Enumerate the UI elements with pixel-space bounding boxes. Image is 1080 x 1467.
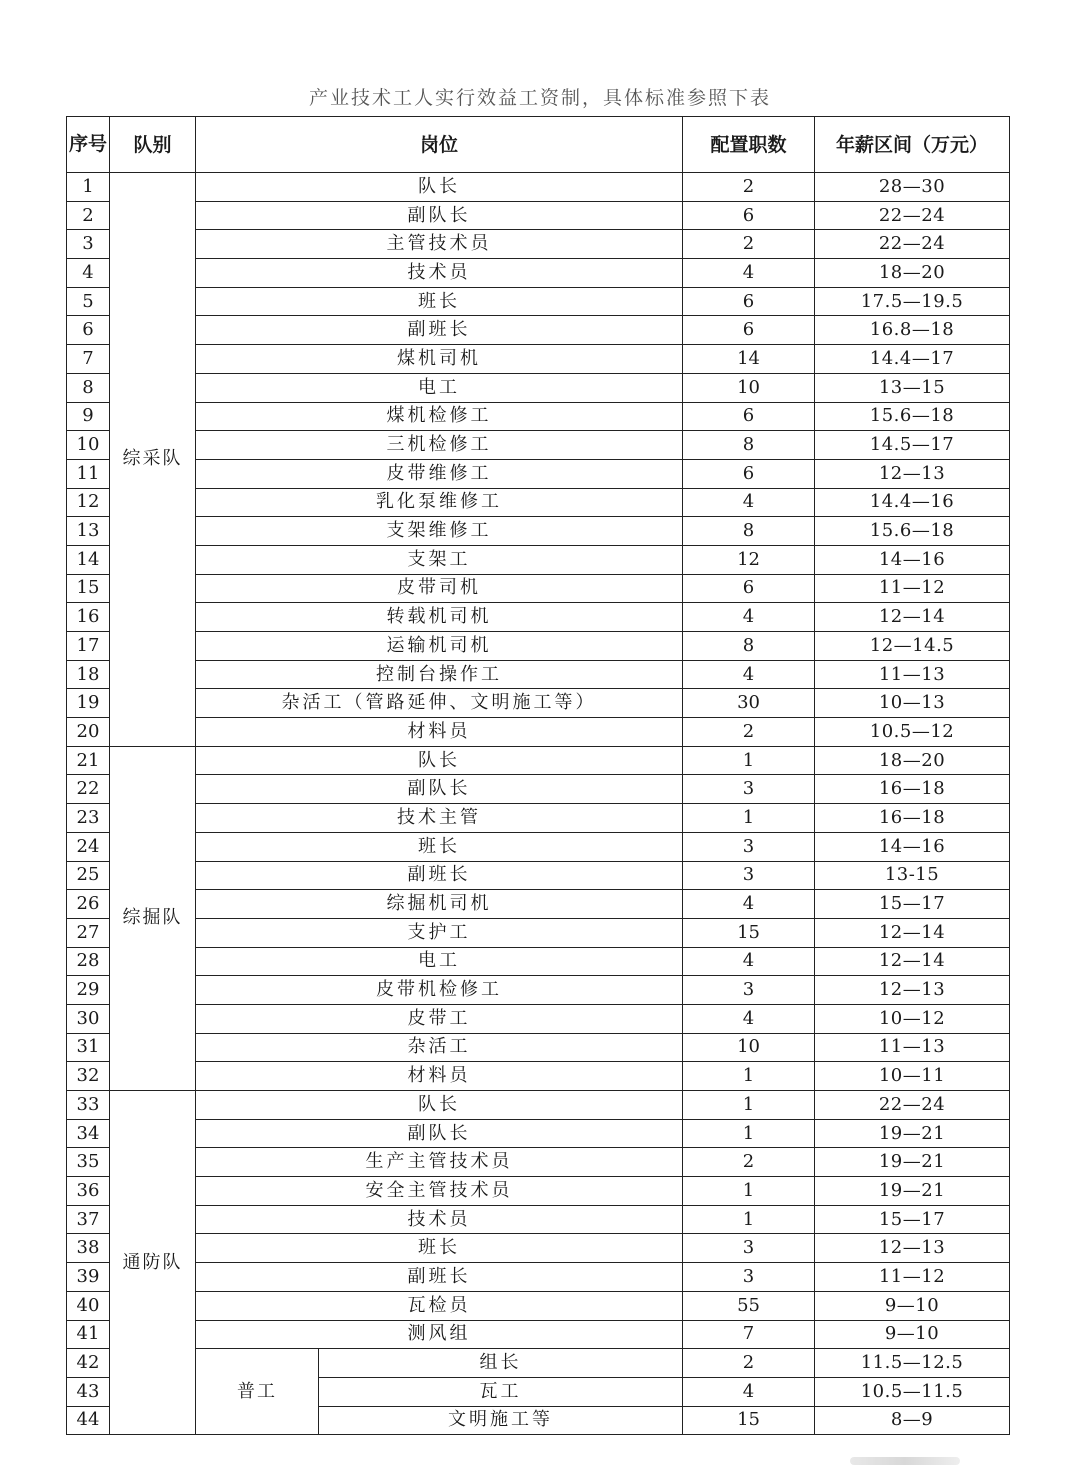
row-count: 6	[683, 402, 815, 431]
row-seq: 8	[67, 373, 110, 402]
row-position: 队长	[196, 746, 683, 775]
row-salary: 12—14	[815, 947, 1010, 976]
row-position: 皮带司机	[196, 574, 683, 603]
row-position: 煤机司机	[196, 345, 683, 374]
row-seq: 43	[67, 1377, 110, 1406]
row-seq: 26	[67, 890, 110, 919]
row-count: 4	[683, 1377, 815, 1406]
row-count: 2	[683, 1148, 815, 1177]
row-seq: 29	[67, 976, 110, 1005]
row-position: 支架工	[196, 545, 683, 574]
row-position: 安全主管技术员	[196, 1177, 683, 1206]
row-position: 副队长	[196, 775, 683, 804]
row-position: 瓦检员	[196, 1291, 683, 1320]
row-salary: 10.5—11.5	[815, 1377, 1010, 1406]
row-position: 副班长	[196, 316, 683, 345]
row-seq: 39	[67, 1263, 110, 1292]
row-salary: 13—15	[815, 373, 1010, 402]
row-position: 电工	[196, 373, 683, 402]
row-salary: 11—13	[815, 1033, 1010, 1062]
row-salary: 12—14	[815, 603, 1010, 632]
team-name: 综掘队	[110, 746, 196, 1090]
row-count: 1	[683, 1177, 815, 1206]
row-count: 8	[683, 632, 815, 661]
row-seq: 3	[67, 230, 110, 259]
row-seq: 16	[67, 603, 110, 632]
row-seq: 42	[67, 1349, 110, 1378]
row-position: 控制台操作工	[196, 660, 683, 689]
table-row	[67, 345, 1010, 374]
row-seq: 18	[67, 660, 110, 689]
row-position: 班长	[196, 1234, 683, 1263]
row-seq: 36	[67, 1177, 110, 1206]
row-salary: 22—24	[815, 201, 1010, 230]
table-row	[67, 373, 1010, 402]
table-header-row	[67, 117, 1010, 173]
row-position: 副队长	[196, 1119, 683, 1148]
row-salary: 11—12	[815, 574, 1010, 603]
table-row	[67, 488, 1010, 517]
table-row	[67, 574, 1010, 603]
row-count: 4	[683, 488, 815, 517]
row-position: 队长	[196, 1091, 683, 1120]
row-salary: 10—12	[815, 1004, 1010, 1033]
table-row	[67, 1177, 1010, 1206]
table-row	[67, 804, 1010, 833]
row-count: 8	[683, 431, 815, 460]
row-seq: 24	[67, 832, 110, 861]
row-count: 4	[683, 947, 815, 976]
row-seq: 20	[67, 718, 110, 747]
row-count: 15	[683, 1406, 815, 1435]
table-row	[67, 918, 1010, 947]
row-count: 3	[683, 1234, 815, 1263]
row-seq: 22	[67, 775, 110, 804]
row-salary: 15—17	[815, 890, 1010, 919]
row-seq: 4	[67, 259, 110, 288]
row-position: 皮带机检修工	[196, 976, 683, 1005]
row-salary: 14.4—16	[815, 488, 1010, 517]
row-position: 技术员	[196, 259, 683, 288]
table-caption: 产业技术工人实行效益工资制，具体标准参照下表	[308, 87, 771, 109]
row-seq: 25	[67, 861, 110, 890]
row-count: 6	[683, 574, 815, 603]
row-salary: 22—24	[815, 1091, 1010, 1120]
header-seq: 序号	[67, 117, 110, 173]
row-seq: 13	[67, 517, 110, 546]
row-seq: 19	[67, 689, 110, 718]
table-row	[67, 173, 1010, 202]
row-position: 皮带工	[196, 1004, 683, 1033]
row-salary: 14.5—17	[815, 431, 1010, 460]
row-seq: 30	[67, 1004, 110, 1033]
row-position: 副班长	[196, 861, 683, 890]
row-salary: 12—13	[815, 976, 1010, 1005]
row-count: 4	[683, 1004, 815, 1033]
row-salary: 9—10	[815, 1291, 1010, 1320]
row-seq: 37	[67, 1205, 110, 1234]
row-count: 15	[683, 918, 815, 947]
row-seq: 21	[67, 746, 110, 775]
row-count: 2	[683, 718, 815, 747]
row-seq: 15	[67, 574, 110, 603]
row-count: 3	[683, 861, 815, 890]
row-salary: 12—14.5	[815, 632, 1010, 661]
row-count: 6	[683, 201, 815, 230]
table-row	[67, 1091, 1010, 1120]
row-count: 6	[683, 287, 815, 316]
row-count: 2	[683, 1349, 815, 1378]
row-seq: 44	[67, 1406, 110, 1435]
table-row	[67, 660, 1010, 689]
table-row	[67, 861, 1010, 890]
table-row	[67, 1349, 1010, 1378]
table-row	[67, 201, 1010, 230]
header-salary: 年薪区间（万元）	[815, 117, 1010, 173]
row-seq: 10	[67, 431, 110, 460]
row-count: 30	[683, 689, 815, 718]
row-salary: 10—13	[815, 689, 1010, 718]
row-position: 综掘机司机	[196, 890, 683, 919]
watermark-smudge	[850, 1457, 960, 1465]
table-row	[67, 1205, 1010, 1234]
table-row	[67, 632, 1010, 661]
row-seq: 11	[67, 459, 110, 488]
row-seq: 34	[67, 1119, 110, 1148]
row-position: 转载机司机	[196, 603, 683, 632]
table-row	[67, 1234, 1010, 1263]
row-count: 2	[683, 173, 815, 202]
row-count: 14	[683, 345, 815, 374]
row-count: 12	[683, 545, 815, 574]
table-row	[67, 603, 1010, 632]
row-seq: 41	[67, 1320, 110, 1349]
row-salary: 15—17	[815, 1205, 1010, 1234]
row-salary: 11.5—12.5	[815, 1349, 1010, 1378]
row-count: 4	[683, 603, 815, 632]
row-position: 材料员	[196, 718, 683, 747]
row-position: 班长	[196, 287, 683, 316]
table-row	[67, 287, 1010, 316]
salary-table	[66, 116, 1010, 1435]
row-salary: 19—21	[815, 1148, 1010, 1177]
row-count: 55	[683, 1291, 815, 1320]
row-position: 电工	[196, 947, 683, 976]
table-row	[67, 1119, 1010, 1148]
row-count: 1	[683, 1062, 815, 1091]
row-salary: 15.6—18	[815, 517, 1010, 546]
row-position: 文明施工等	[319, 1406, 683, 1435]
row-seq: 14	[67, 545, 110, 574]
table-row	[67, 775, 1010, 804]
row-salary: 14—16	[815, 832, 1010, 861]
row-seq: 9	[67, 402, 110, 431]
row-seq: 33	[67, 1091, 110, 1120]
row-salary: 19—21	[815, 1119, 1010, 1148]
row-salary: 18—20	[815, 259, 1010, 288]
row-salary: 10—11	[815, 1062, 1010, 1091]
row-seq: 31	[67, 1033, 110, 1062]
table-row	[67, 1291, 1010, 1320]
row-position: 材料员	[196, 1062, 683, 1091]
row-position: 支护工	[196, 918, 683, 947]
row-seq: 2	[67, 201, 110, 230]
table-row	[67, 890, 1010, 919]
row-seq: 5	[67, 287, 110, 316]
row-seq: 6	[67, 316, 110, 345]
row-count: 3	[683, 976, 815, 1005]
row-salary: 14—16	[815, 545, 1010, 574]
table-row	[67, 689, 1010, 718]
row-position: 副班长	[196, 1263, 683, 1292]
row-count: 6	[683, 459, 815, 488]
table-row	[67, 746, 1010, 775]
row-salary: 15.6—18	[815, 402, 1010, 431]
table-row	[67, 1263, 1010, 1292]
row-salary: 22—24	[815, 230, 1010, 259]
table-row	[67, 459, 1010, 488]
row-salary: 16—18	[815, 775, 1010, 804]
row-salary: 9—10	[815, 1320, 1010, 1349]
row-count: 1	[683, 746, 815, 775]
row-count: 6	[683, 316, 815, 345]
row-position: 班长	[196, 832, 683, 861]
row-count: 1	[683, 1205, 815, 1234]
table-row	[67, 545, 1010, 574]
row-salary: 8—9	[815, 1406, 1010, 1435]
row-position: 运输机司机	[196, 632, 683, 661]
row-position: 乳化泵维修工	[196, 488, 683, 517]
row-seq: 40	[67, 1291, 110, 1320]
table-row	[67, 1004, 1010, 1033]
table-row	[67, 431, 1010, 460]
row-seq: 1	[67, 173, 110, 202]
row-count: 1	[683, 1091, 815, 1120]
row-seq: 35	[67, 1148, 110, 1177]
row-position: 三机检修工	[196, 431, 683, 460]
row-position: 技术员	[196, 1205, 683, 1234]
table-row	[67, 718, 1010, 747]
row-salary: 13-15	[815, 861, 1010, 890]
row-salary: 28—30	[815, 173, 1010, 202]
row-count: 1	[683, 1119, 815, 1148]
header-count: 配置职数	[683, 117, 815, 173]
row-count: 1	[683, 804, 815, 833]
table-row	[67, 1148, 1010, 1177]
row-salary: 16—18	[815, 804, 1010, 833]
row-count: 10	[683, 373, 815, 402]
row-count: 3	[683, 832, 815, 861]
team-name: 综采队	[110, 173, 196, 747]
subgroup-name: 普工	[196, 1349, 319, 1435]
row-salary: 14.4—17	[815, 345, 1010, 374]
row-position: 主管技术员	[196, 230, 683, 259]
header-team: 队别	[110, 117, 196, 173]
row-seq: 38	[67, 1234, 110, 1263]
table-row	[67, 976, 1010, 1005]
row-count: 4	[683, 890, 815, 919]
row-count: 8	[683, 517, 815, 546]
table-row	[67, 1320, 1010, 1349]
row-position: 技术主管	[196, 804, 683, 833]
row-count: 4	[683, 660, 815, 689]
table-row	[67, 1062, 1010, 1091]
row-salary: 19—21	[815, 1177, 1010, 1206]
row-seq: 12	[67, 488, 110, 517]
table-row	[67, 402, 1010, 431]
table-row	[67, 259, 1010, 288]
header-position: 岗位	[196, 117, 683, 173]
row-salary: 10.5—12	[815, 718, 1010, 747]
row-salary: 16.8—18	[815, 316, 1010, 345]
table-row	[67, 517, 1010, 546]
team-name: 通防队	[110, 1091, 196, 1435]
row-salary: 12—14	[815, 918, 1010, 947]
row-count: 2	[683, 230, 815, 259]
row-position: 瓦工	[319, 1377, 683, 1406]
row-seq: 7	[67, 345, 110, 374]
row-seq: 32	[67, 1062, 110, 1091]
row-count: 3	[683, 1263, 815, 1292]
row-salary: 12—13	[815, 1234, 1010, 1263]
row-position: 煤机检修工	[196, 402, 683, 431]
row-salary: 17.5—19.5	[815, 287, 1010, 316]
row-position: 支架维修工	[196, 517, 683, 546]
table-row	[67, 230, 1010, 259]
row-salary: 18—20	[815, 746, 1010, 775]
row-position: 杂活工（管路延伸、文明施工等）	[196, 689, 683, 718]
table-row	[67, 316, 1010, 345]
row-seq: 28	[67, 947, 110, 976]
row-count: 10	[683, 1033, 815, 1062]
table-row	[67, 1033, 1010, 1062]
row-count: 7	[683, 1320, 815, 1349]
row-seq: 27	[67, 918, 110, 947]
row-position: 组长	[319, 1349, 683, 1378]
row-position: 测风组	[196, 1320, 683, 1349]
row-salary: 12—13	[815, 459, 1010, 488]
row-count: 4	[683, 259, 815, 288]
row-count: 3	[683, 775, 815, 804]
row-position: 副队长	[196, 201, 683, 230]
row-position: 队长	[196, 173, 683, 202]
row-salary: 11—13	[815, 660, 1010, 689]
table-row	[67, 947, 1010, 976]
table-body	[67, 173, 1010, 1435]
row-salary: 11—12	[815, 1263, 1010, 1292]
table-row	[67, 832, 1010, 861]
row-seq: 17	[67, 632, 110, 661]
row-position: 杂活工	[196, 1033, 683, 1062]
row-seq: 23	[67, 804, 110, 833]
row-position: 皮带维修工	[196, 459, 683, 488]
row-position: 生产主管技术员	[196, 1148, 683, 1177]
